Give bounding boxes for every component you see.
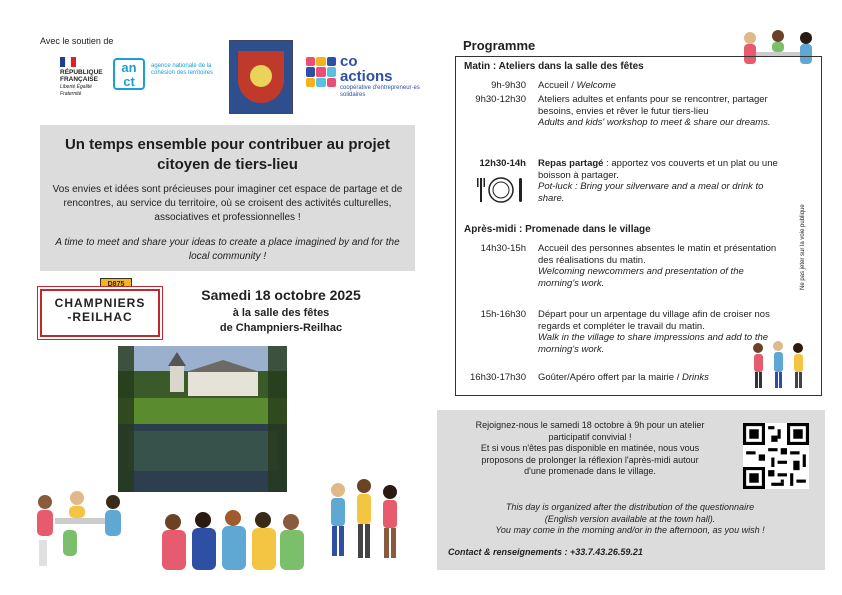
- qr-code-icon[interactable]: [743, 423, 809, 489]
- join-line-en: You may come in the morning and/or in the afternoon, as you wish !: [495, 525, 765, 535]
- programme-item: [538, 94, 783, 129]
- village-photo: [118, 346, 287, 492]
- event-place-line1: à la salle des fêtes: [232, 307, 330, 319]
- join-line: proposons de prolonger la réflexion l'après-midi autour: [481, 454, 699, 465]
- cutlery-plate-icon: [477, 175, 525, 205]
- support-label: Avec le soutien de: [40, 36, 114, 46]
- rf-label: RÉPUBLIQUE FRANÇAISE: [60, 69, 103, 83]
- item-text-en: Walk in the village to share impressions and add to the morning's work.: [538, 332, 769, 355]
- coactions-sub: coopérative d'entrepreneur·es solidaires: [340, 85, 420, 98]
- time-slot: 9h-9h30: [491, 80, 526, 91]
- side-note: Ne pas jeter sur la voie publique: [800, 204, 806, 290]
- programme-item: [538, 158, 783, 204]
- town-sign-line1: CHAMPNIERS: [54, 296, 146, 310]
- item-text-en: Drinks: [681, 372, 709, 383]
- join-text-en: [445, 502, 815, 537]
- item-text: Goûter/Apéro offert par la mairie /: [538, 372, 682, 383]
- intro-description-en: A time to meet and share your ideas to create a place imagined by and for the local community !: [55, 237, 400, 262]
- town-sign-line2: -REILHAC: [67, 310, 133, 324]
- contact-info: Contact & renseignements : +33.7.43.26.59.21: [448, 547, 643, 557]
- event-date: Samedi 18 octobre 2025: [201, 287, 361, 303]
- time-slot: 9h30-12h30: [475, 94, 526, 105]
- town-sign-text: [46, 296, 154, 324]
- anct-logo: [113, 58, 214, 90]
- anct-mark: an ct: [113, 58, 145, 90]
- item-text-en: Welcoming newcommers and presentation of the morning's work.: [538, 266, 744, 289]
- item-text: Départ pour un arpentage du village afin de croiser nos regards et compléter le travail du matin.: [538, 309, 770, 332]
- item-text: : apportez vos couverts et un plat ou une boisson à partager.: [538, 158, 778, 181]
- road-number-tag: D875: [100, 278, 132, 291]
- programme-item: [538, 372, 783, 384]
- item-text-en: Adults and kids' workshop to meet & share our dreams.: [538, 117, 771, 128]
- item-text: Accueil des personnes absentes le matin et présentation des réalisations du matin.: [538, 243, 777, 266]
- group-hug-illustration-icon: [158, 508, 308, 570]
- join-line: participatif convivial !: [548, 431, 632, 442]
- coat-of-arms-icon: [229, 40, 293, 114]
- item-text: Accueil /: [538, 80, 577, 91]
- time-slot: 15h-16h30: [480, 309, 526, 320]
- coactions-logo: [306, 53, 420, 98]
- join-line: Rejoignez-nous le samedi 18 octobre à 9h pour un atelier: [475, 420, 705, 430]
- programme-item: [538, 80, 783, 92]
- programme-item: [538, 243, 783, 289]
- item-text-en: Pot-luck : Bring your silverware and a meal or drink to share.: [538, 181, 764, 204]
- join-line-en: (English version available at the town hall).: [544, 513, 716, 524]
- coactions-grid-icon: [306, 57, 336, 87]
- time-slot: 14h30-15h: [480, 243, 526, 254]
- french-flag-icon: [60, 57, 76, 67]
- walkers-illustration-icon: [318, 478, 410, 570]
- intro-description: Vos envies et idées sont précieuses pour imaginer cet espace de partage et de rencontres, au service du territoire, où se croisent des activités culturelles, associatives et professionnelles !: [52, 184, 403, 223]
- republique-francaise-logo: [60, 57, 104, 98]
- table-people-illustration-icon: [25, 490, 135, 570]
- time-slot: 12h30-14h: [479, 158, 526, 169]
- join-line-en: This day is organized after the distribution of the questionnaire: [505, 502, 755, 512]
- programme-item: [538, 309, 783, 355]
- afternoon-section-title: Après-midi : Promenade dans le village: [464, 224, 651, 235]
- join-text-fr: [445, 420, 735, 478]
- intro-title: Un temps ensemble pour contribuer au projet citoyen de tiers-lieu: [64, 136, 391, 173]
- join-line: Et si vous n'êtes pas disponible en matinée, nous vous: [480, 443, 700, 453]
- anct-name: agence nationale de la cohésion des territoires: [151, 63, 214, 76]
- coactions-name: co actions: [340, 53, 393, 85]
- time-slot: 16h30-17h30: [470, 372, 526, 383]
- item-text-en: Welcome: [576, 80, 616, 91]
- programme-title: Programme: [463, 38, 536, 53]
- item-text: Ateliers adultes et enfants pour se rencontrer, partager besoins, envies et rêver le futur tiers-lieu: [538, 94, 768, 117]
- join-line: d'une promenade dans le village.: [524, 466, 656, 476]
- rf-motto: Liberté Égalité Fraternité: [60, 84, 92, 97]
- event-place-line2: de Champniers-Reilhac: [219, 322, 343, 334]
- item-title: Repas partagé: [538, 158, 604, 169]
- morning-section-title: Matin : Ateliers dans la salle des fêtes: [464, 61, 644, 72]
